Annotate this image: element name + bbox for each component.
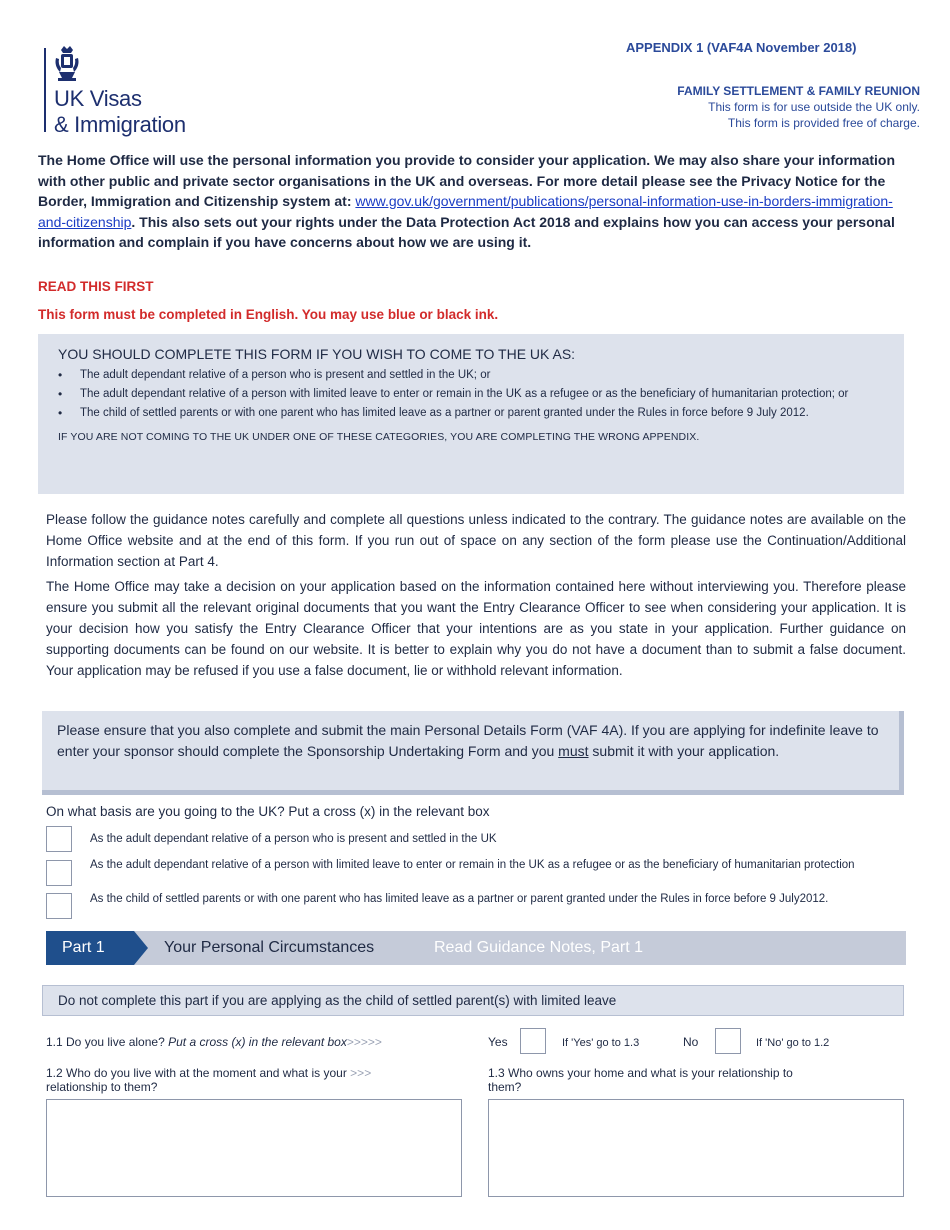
privacy-text-2: . This also sets out your rights under the Data Protection Act 2018 and explains how you can access your personal information and complain if you have concerns about how we are using it. <box>38 213 895 250</box>
form-sub-free: This form is provided free of charge. <box>727 116 920 130</box>
basis-option-3: As the child of settled parents or with one parent who has limited leave as a partner or parent granted under the Rules in force before 9 July2012. <box>90 893 829 905</box>
q1-3-answer-box[interactable] <box>488 1099 904 1197</box>
q1-1-arrows: >>>>> <box>346 1035 382 1049</box>
q1-3-label2: them? <box>488 1080 522 1094</box>
q1-2-answer-box[interactable] <box>46 1099 462 1197</box>
part1-arrow-icon <box>134 931 148 965</box>
appendix-title: APPENDIX 1 (VAF4A November 2018) <box>626 40 857 55</box>
part1-header <box>46 931 906 965</box>
guidance-paragraph: Please follow the guidance notes carefully and complete all questions unless indicated to the contrary. The guidance notes are available on the Home Office website and at the end of this form. If you run out of space on any section of the form please use the Continuation/Additional Information section at Part 4. <box>46 512 906 569</box>
categories-heading: YOU SHOULD COMPLETE THIS FORM IF YOU WISH TO COME TO THE UK AS: <box>58 346 576 362</box>
q1-1-question <box>46 1035 382 1049</box>
part1-tab: Part 1 <box>46 931 134 965</box>
form-sub-outside: This form is for use outside the UK only. <box>708 100 920 114</box>
category-item: • The adult dependant relative of a person who is present and settled in the UK; or <box>58 368 884 383</box>
basis-checkbox-2[interactable] <box>46 860 72 886</box>
category-item: • The adult dependant relative of a person with limited leave to enter or remain in the UK as a refugee or as the beneficiary of humanitarian protection; or <box>58 387 884 402</box>
category-item: • The child of settled parents or with one parent who has limited leave as a partner or parent granted under the Rules in force before 9 July 2012. <box>58 406 884 421</box>
categories-list <box>58 368 884 421</box>
categories-footer: IF YOU ARE NOT COMING TO THE UK UNDER ONE OF THESE CATEGORIES, YOU ARE COMPLETING THE WRONG APPENDIX. <box>58 431 700 443</box>
q1-2-label2: relationship to them? <box>46 1080 158 1094</box>
q1-1-hint: Put a cross (x) in the relevant box <box>168 1035 347 1049</box>
ensure-box <box>42 711 904 795</box>
english-notice: This form must be completed in English. You may use blue or black ink. <box>38 307 499 322</box>
q1-1-yes-note: If 'Yes' go to 1.3 <box>562 1037 640 1049</box>
q1-2-arrows: >>> <box>350 1066 372 1080</box>
privacy-notice <box>38 150 918 253</box>
q1-3-question <box>488 1066 898 1094</box>
basis-option-2: As the adult dependant relative of a person with limited leave to enter or remain in the UK as a refugee or as the beneficiary of humanitarian protection <box>90 859 855 871</box>
q1-1-yes-label: Yes <box>488 1035 508 1049</box>
basis-checkbox-3[interactable] <box>46 893 72 919</box>
q1-1-no-label: No <box>683 1035 699 1049</box>
uk-visas-logo <box>40 44 220 136</box>
part1-guidance-note: Read Guidance Notes, Part 1 <box>434 939 644 956</box>
q1-1-label: 1.1 Do you live alone? <box>46 1035 165 1049</box>
privacy-link[interactable]: www.gov.uk/government/publications/personal-information-use-in-borders-immigration-and-citizenship <box>38 193 893 230</box>
q1-1-no-checkbox[interactable] <box>715 1028 741 1054</box>
logo-rule <box>44 48 46 132</box>
read-this-first: READ THIS FIRST <box>38 279 154 294</box>
categories-box <box>38 334 904 494</box>
q1-1-no-note: If 'No' go to 1.2 <box>756 1037 830 1049</box>
basis-checkbox-1[interactable] <box>46 826 72 852</box>
part1-title: Your Personal Circumstances <box>164 939 375 956</box>
logo-line1: UK Visas <box>54 86 142 111</box>
q1-3-label: 1.3 Who owns your home and what is your relationship to <box>488 1066 793 1080</box>
basis-question: On what basis are you going to the UK? Put a cross (x) in the relevant box <box>46 804 490 819</box>
decision-paragraph: The Home Office may take a decision on your application based on the information contained here without interviewing you. Therefore please ensure you submit all the relevant original documents that you want the Entry Clearance Officer to see when considering your application. It is your decision how you satisfy the Entry Clearance Officer that your intentions are as you state in your application. Further guidance on supporting documents can be found on our website. It is better to explain why you do not have a document than to submit a false document. Your application may be refused if you use a false document, lie or withhold relevant information. <box>46 579 906 678</box>
ensure-must: must <box>558 743 589 759</box>
q1-1-yes-checkbox[interactable] <box>520 1028 546 1054</box>
part1-warning: Do not complete this part if you are applying as the child of settled parent(s) with limited leave <box>42 985 904 1016</box>
privacy-text-1: The Home Office will use the personal information you provide to consider your application. We may also share your information with other public and private sector organisations in the UK and overseas. For more detail please see the Privacy Notice for the Border, Immigration and Citizenship system at: <box>38 152 896 209</box>
q1-2-label: 1.2 Who do you live with at the moment and what is your <box>46 1066 347 1080</box>
ensure-text-1: Please ensure that you also complete and submit the main Personal Details Form (VAF 4A). If you are applying for indefinite leave to enter your sponsor should complete the Sponsorship Undertaking Form and you <box>57 722 879 759</box>
q1-2-question <box>46 1066 466 1094</box>
ensure-text-2: submit it with your application. <box>588 743 780 759</box>
logo-line2: & Immigration <box>54 112 186 137</box>
royal-crest-icon <box>52 44 82 86</box>
form-title: FAMILY SETTLEMENT & FAMILY REUNION <box>677 84 920 98</box>
basis-option-1: As the adult dependant relative of a person who is present and settled in the UK <box>90 833 497 845</box>
